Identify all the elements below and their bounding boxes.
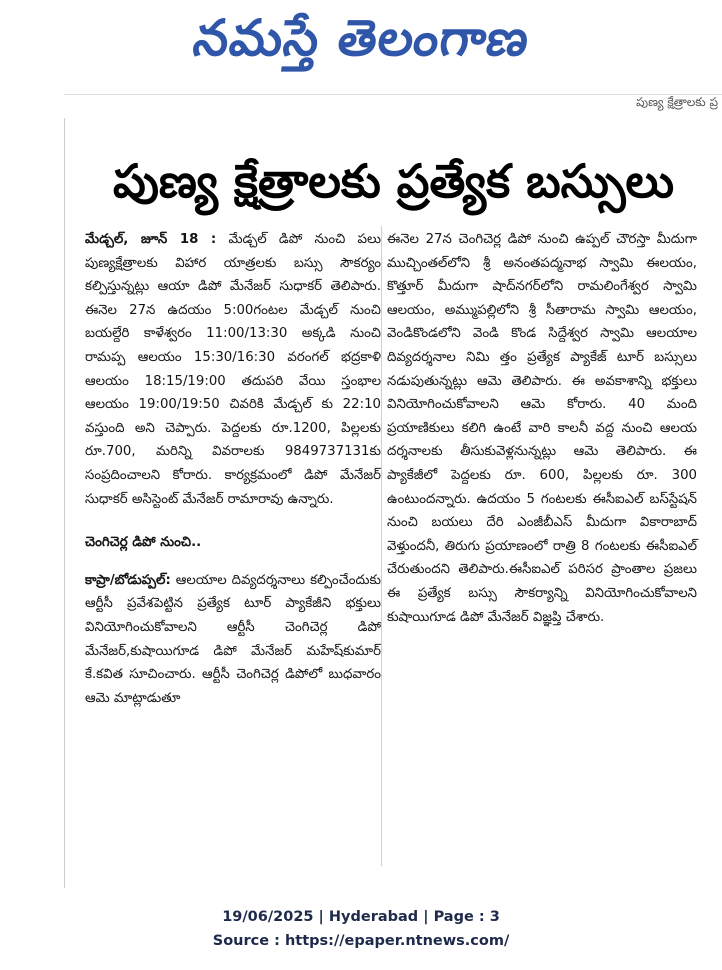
footer-source: Source : https://epaper.ntnews.com/ <box>212 933 510 949</box>
article-paragraph-1-text: మేడ్చల్ డిపో నుంచి పలు పుణ్యక్షేత్రాలకు విహార యాత్రలకు బస్సు సౌకర్యం కల్పిస్తున్నట్లు ఆయా డిపో మేనేజర్ సుధాకర్ తెలిపారు. ఈనెల 27న ఉదయం 5:00గంటల మేడ్చల్ నుంచి బయల్దేరి కాళేశ్వరం 11:00/13:30 అక్కడి నుంచి రామప్ప ఆలయం 15:30/16:30 వరంగల్ భద్రకాళి ఆలయం 18:15/19:00 తదుపరి వేయి స్తంభాల ఆలయం 19:00/19:50 చివరికి మేడ్చల్ కు 22:10 వస్తుంది అని చెప్పారు. పెద్దలకు రూ.1200, పిల్లలకు రూ.700, మరిన్ని వివరాలకు 9849737131కు సంప్రదించాలని కోరారు. కార్యక్రమంలో డిపో మేనేజర్ సుధాకర్ అసిస్టెంట్ మేనేజర్ రామారావు ఉన్నారు. <box>85 232 381 507</box>
article-right-column <box>387 228 697 629</box>
article-subhead: చెంగిచెర్ల డిపో నుంచి.. <box>85 535 202 551</box>
article-headline: పుణ్య క్షేత్రాలకు ప్రత్యేక బస్సులు <box>112 154 675 208</box>
page-footer <box>0 905 722 953</box>
article-left-column <box>85 228 381 710</box>
article-paragraph-2 <box>85 569 381 711</box>
footer-meta: 19/06/2025 | Hyderabad | Page : 3 <box>222 909 500 925</box>
article-paragraph-1 <box>85 228 381 511</box>
masthead-logo-text: నమస్తే తెలంగాణ <box>190 8 534 67</box>
news-article <box>64 118 722 888</box>
column-divider <box>381 226 382 866</box>
article-paragraph-3: ఈనెల 27న చెంగిచెర్ల డిపో నుంచి ఉప్పల్ చౌరస్తా మీదుగా ముచ్చింతల్‌లోని శ్రీ అనంతపద్మనాభ స్వామి ఈలయం, కొత్తూర్ మీదుగా షాద్‌నగర్‌లోని రామలింగేశ్వర స్వామి ఆలయం, అమ్ముపల్లిలోని శ్రీ సీతారామ స్వామి ఆలయం, వెండికొండలోని వెండి కొండ సిద్దేశ్వర స్వామి ఆలయాల దివ్యదర్శనాల నిమి త్తం ప్రత్యేక ప్యాకేజ్ టూర్ బస్సులు నడుపుతున్నట్లు ఆమె తెలిపారు. ఈ అవకాశాన్ని భక్తులు వినియోగించుకోవాలని ఆమె కోరారు. 40 మంది ప్రయాణికులు కలిగి ఉంటే వారి కాలనీ వద్ద నుంచి ఆలయ దర్శనాలకు తీసుకువెళ్లనున్నట్లు ఆమె తెలిపారు. ఈ ప్యాకేజీలో పెద్దలకు రూ. 600, పిల్లలకు రూ. 300 ఉంటుందన్నారు. ఉదయం 5 గంటలకు ఈసీఐఎల్ బస్‌స్టేషన్ నుంచి బయలు దేరి ఎంజీబీఎస్ మీదుగా వికారాబాద్ వెళ్తుందనీ, తిరుగు ప్రయాణంలో రాత్రి 8 గంటలకు ఈసీఐఎల్ చేరుతుందని తెలిపారు.ఈసీఐఎల్ పరిసర ప్రాంతాల ప్రజలు ఈ ప్రత్యేక బస్సు సౌకర్యాన్ని వినియోగించుకోవాలని కుషాయిగూడ డిపో మేనేజర్ విజ్ఞప్తి చేశారు. <box>387 232 697 625</box>
newspaper-masthead <box>0 0 722 88</box>
article-dateline: మేడ్చల్, జూన్ 18 : <box>85 232 217 247</box>
top-strip-text: పుణ్య క్షేత్రాలకు ప్ర <box>636 95 718 109</box>
article-paragraph-2-text: ఆలయాల దివ్యదర్శనాలు కల్పించేందుకు ఆర్టీసీ ప్రవేశపెట్టిన ప్రత్యేక టూర్ ప్యాకేజీని భక్తులు వినియోగించుకోవాలని ఆర్టీసీ చెంగిచెర్ల డిపో మేనేజర్,కుషాయిగూడ డిపో మేనేజర్ మహేష్‌కుమార్ కే.కవిత సూచించారు. ఆర్టీసీ చెంగిచెర్ల డిపోలో బుధవారం ఆమె మాట్లాడుతూ <box>85 572 381 706</box>
top-strip <box>64 94 722 117</box>
article-dateline-2: కాప్రా/బోడుప్పల్: <box>85 572 171 588</box>
